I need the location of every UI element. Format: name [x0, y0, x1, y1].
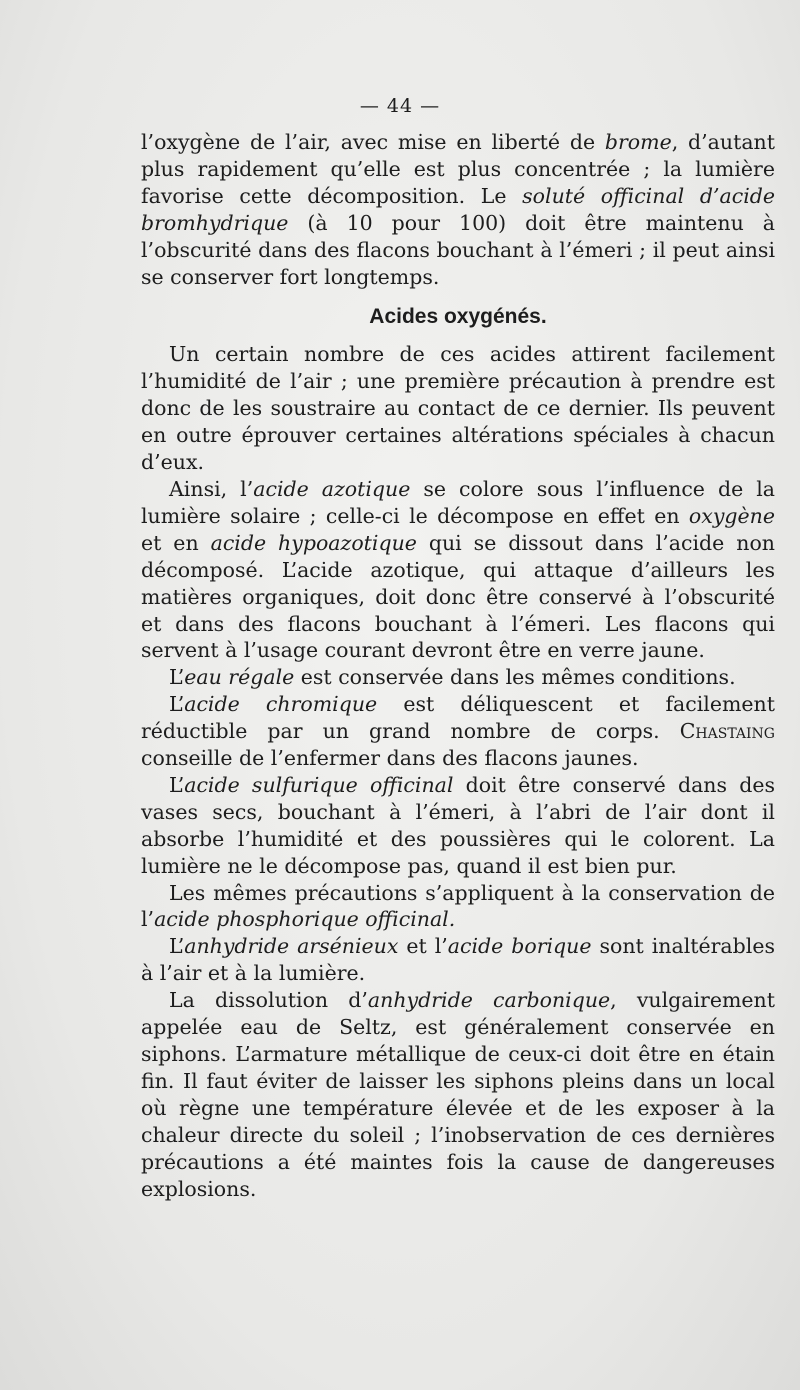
- paragraph: [141, 691, 775, 772]
- text-run: doit être conservé dans des vases secs, bouchant à l’émeri, à l’abri de l’air dont il absorbe l’humidité et des poussières qui le colorent. La lumière ne le décompose pas, quand il est bien pur.: [141, 772, 775, 878]
- italic-term: acide sulfurique officinal: [184, 772, 454, 797]
- text-run: est conservée dans les mêmes conditions.: [294, 665, 736, 690]
- text-run: est déliquescent et facilement réductible par un grand nombre de corps.: [141, 692, 775, 744]
- text-run: se colore sous l’influence de la lumière solaire ; celle-ci le décompose en effet en: [141, 476, 775, 528]
- text-run: , vulgairement appelée eau de Seltz, est généralement conservée en siphons. L’armature métallique de ceux-ci doit être en étain fin. Il faut éviter de laisser les siphons pleins dans un local où règne une température élevée et de les exposer à la chaleur directe du soleil ; l’inobservation de ces dernières précautions a été maintes fois la cause de dangereuses explosions.: [141, 988, 776, 1201]
- text-run: et en: [141, 530, 211, 555]
- text-run: l’oxygène de l’air, avec mise en liberté de: [141, 130, 605, 154]
- text-run: et l’: [398, 934, 448, 959]
- page-number: — 44 —: [359, 95, 441, 117]
- italic-term: soluté officinal d’acide bromhydrique: [141, 183, 776, 235]
- text-run: Les mêmes précautions s’appliquent à la conservation de l’: [141, 880, 775, 932]
- text-run: L’: [169, 772, 185, 797]
- author-name: Chastaing: [679, 719, 775, 744]
- italic-term: eau régale: [184, 665, 295, 690]
- italic-term: acide chromique: [184, 692, 378, 717]
- paragraph: [141, 341, 775, 476]
- text-run: Ainsi, l’: [169, 476, 254, 501]
- text-run: La dissolution d’: [169, 988, 368, 1013]
- text-run: L’: [169, 934, 185, 959]
- paragraph: [141, 664, 775, 691]
- body-text: [141, 129, 775, 1202]
- italic-term: acide hypoazotique: [210, 530, 417, 555]
- text-run: L’: [169, 692, 185, 717]
- paragraph: [141, 933, 775, 987]
- paragraph: [141, 129, 775, 290]
- text-run: , d’autant plus rapidement qu’elle est plus concentrée ; la lumière favorise cette décomposition. Le: [141, 130, 775, 208]
- text-run: conseille de l’enfermer dans des flacons jaunes.: [141, 746, 639, 771]
- text-run: L’: [169, 665, 185, 690]
- text-run: (à 10 pour 100) doit être maintenu à l’obscurité dans des flacons bouchant à l’émeri ; il peut ainsi se conserver fort longtemps.: [141, 210, 775, 289]
- text-run: sont inaltérables à l’air et à la lumière.: [141, 934, 775, 986]
- italic-term: acide phosphorique officinal.: [154, 907, 456, 932]
- paragraph: [141, 987, 775, 1202]
- paragraph: [141, 772, 775, 880]
- italic-term: oxygène: [688, 503, 775, 528]
- italic-term: acide borique: [447, 934, 592, 959]
- text-run: qui se dissout dans l’acide non décomposé. L’acide azotique, qui attaque d’ailleurs les matières organiques, doit donc être conservé à l’obscurité et dans des flacons bouchant à l’émeri. Les flacons qui servent à l’usage courant devront être en verre jaune.: [141, 530, 775, 663]
- italic-term: brome: [604, 130, 672, 154]
- italic-term: anhydride arsénieux: [184, 934, 399, 959]
- italic-term: anhydride carbonique: [367, 988, 611, 1013]
- section-title: Acides oxygénés.: [369, 305, 547, 329]
- text-run: Un certain nombre de ces acides attirent facilement l’humidité de l’air ; une première précaution à prendre est donc de les soustraire au contact de ce dernier. Ils peuvent en outre éprouver certaines altérations spéciales à chacun d’eux.: [141, 342, 775, 475]
- italic-term: acide azotique: [253, 476, 411, 501]
- paragraph: [141, 880, 775, 934]
- paragraph: [141, 476, 775, 664]
